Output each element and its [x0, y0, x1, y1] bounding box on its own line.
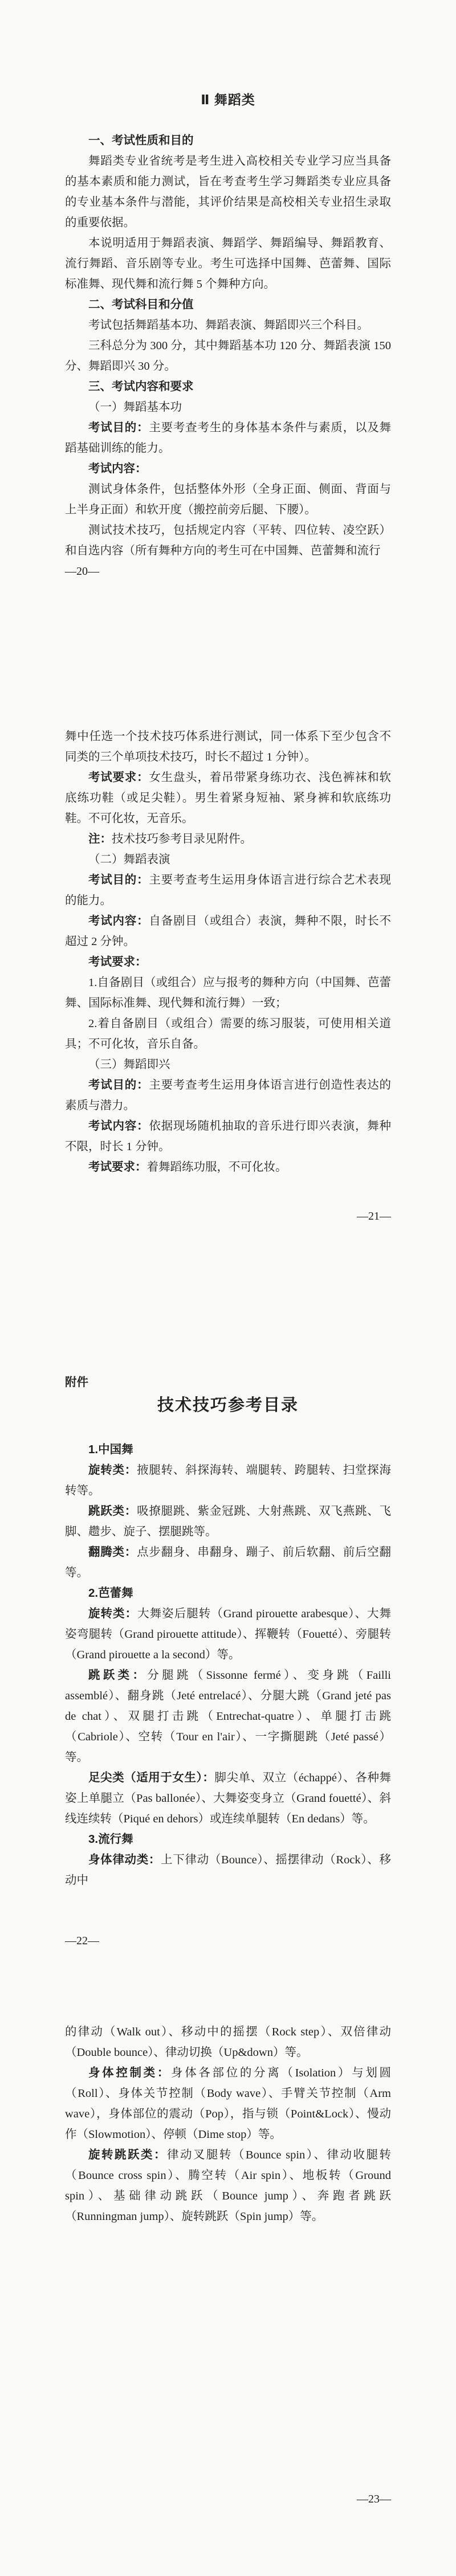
- label-exam-requirements: 考试要求：: [88, 955, 147, 968]
- para-skill-test-continued: 舞中任选一个技术技巧体系进行测试，同一体系下至少包含不同类的三个单项技术技巧，时长不超过 1 分钟）。: [65, 730, 391, 763]
- page-number-21: —21—: [357, 1210, 391, 1222]
- para-cn-spins: [65, 1460, 391, 1501]
- heading-pop-dance: 3.流行舞: [88, 1833, 133, 1846]
- para-cn-flips: [65, 1542, 391, 1583]
- label-exam-content: 考试内容：: [88, 1119, 149, 1132]
- heading-content-requirements: 三、考试内容和要求: [88, 380, 194, 393]
- text-improv-requirements: 着舞蹈练功服，不可化妆。: [146, 1161, 287, 1173]
- para-basic-purpose: [65, 418, 391, 459]
- text-cn-jumps: 吸撩腿跳、紫金冠跳、大射燕跳、双飞燕跳、飞脚、趱步、旋子、摆腿跳等。: [65, 1505, 392, 1538]
- label-exam-purpose: 考试目的：: [88, 873, 149, 886]
- subheading-dance-performance: （二）舞蹈表演: [88, 853, 170, 866]
- text-performance-purpose: 主要考查考生运用身体语言进行综合艺术表现的能力。: [65, 874, 392, 907]
- text-cn-flips: 点步翻身、串翻身、蹦子、前后软翻、前后空翻等。: [65, 1546, 392, 1579]
- heading-chinese-dance: 1.中国舞: [88, 1443, 133, 1456]
- para-ballet-pointe: [65, 1768, 391, 1829]
- document-section-title: Ⅱ 舞蹈类: [201, 92, 255, 107]
- catalog-title: 技术技巧参考目录: [157, 1396, 299, 1414]
- para-requirement-item-1: 1.自备剧目（或组合）应与报考的舞种方向（中国舞、芭蕾舞、国际标准舞、现代舞和流行舞）一致；: [65, 976, 391, 1009]
- label-note: 注：: [88, 832, 112, 845]
- heading-ballet: 2.芭蕾舞: [88, 1587, 133, 1600]
- label-body-control-category: 身体控制类：: [88, 2066, 172, 2079]
- para-performance-req-label: [65, 952, 391, 972]
- para-pop-groove: [65, 1850, 391, 1891]
- label-exam-requirements: 考试要求：: [88, 771, 149, 784]
- para-improv-content: [65, 1116, 391, 1157]
- para-overview-2: 本说明适用于舞蹈表演、舞蹈学、舞蹈编导、舞蹈教育、流行舞蹈、音乐剧等专业。考生可选择中国舞、芭蕾舞、国际标准舞、现代舞和流行舞 5 个舞种方向。: [65, 237, 391, 291]
- attachment-label: 附件: [65, 1376, 88, 1389]
- para-ballet-jumps: [65, 1665, 391, 1768]
- label-exam-purpose: 考试目的：: [88, 1078, 149, 1091]
- label-exam-content: 考试内容：: [88, 914, 149, 927]
- text-cn-spins: 掖腿转、斜探海转、端腿转、跨腿转、扫堂探海转等。: [65, 1464, 392, 1497]
- text-ballet-pointe: 脚尖单、双立（échappé）、各种舞姿上单腿立（Pas ballonée）、大舞姿变身立（Grand fouetté）、斜线连续转（Piqué en dehors）或连续单腿转（En dedans）等。: [65, 1772, 392, 1825]
- label-exam-requirements: 考试要求：: [88, 1160, 147, 1173]
- text-exam-purpose: 主要考查考生的身体基本条件与素质，以及舞蹈基础训练的能力。: [65, 422, 392, 455]
- text-exam-requirements: 女生盘头，着吊带紧身练功衣、浅色裤袜和软底练功鞋（或足尖鞋）。男生着紧身短袖、紧身裤和软底练功鞋。不可化妆，无音乐。: [65, 771, 392, 825]
- para-improv-requirements: [65, 1157, 391, 1177]
- label-jump-category: 跳跃类：: [88, 1669, 148, 1682]
- para-requirement-item-2: 2.着自备剧目（或组合）需要的练习服装，可使用相关道具；不可化妆，音乐自备。: [65, 1017, 391, 1050]
- text-performance-content: 自备剧目（或组合）表演，舞种不限，时长不超过 2 分钟。: [65, 915, 392, 948]
- label-exam-content: 考试内容：: [88, 462, 147, 475]
- para-improv-purpose: [65, 1075, 391, 1116]
- para-cn-jumps: [65, 1501, 391, 1542]
- para-note: [65, 829, 391, 849]
- page-20: [0, 0, 456, 655]
- label-spin-category: 旋转类：: [88, 1607, 138, 1620]
- para-scores: 三科总分为 300 分，其中舞蹈基本功 120 分、舞蹈表演 150 分、舞蹈即兴 30 分。: [65, 340, 391, 373]
- page-23: [0, 1945, 456, 2576]
- page-number-20: —20—: [65, 565, 99, 578]
- page-22: [0, 1299, 456, 1945]
- label-pointe-category: 足尖类（适用于女生）：: [88, 1771, 215, 1784]
- para-pop-spin-jump: [65, 2145, 391, 2227]
- label-spin-category: 旋转类：: [88, 1463, 137, 1477]
- para-pop-control: [65, 2063, 391, 2145]
- page-number-22: —22—: [65, 1935, 99, 1945]
- label-groove-category: 身体律动类：: [88, 1853, 161, 1866]
- label-jump-category: 跳跃类：: [88, 1504, 137, 1518]
- text-ballet-spins: 大舞姿后腿转（Grand pirouette arabesque）、大舞姿弯腿转（Grand pirouette attitude）、挥鞭转（Fouetté）、旁腿转（Grand pirouette a la second）等。: [65, 1608, 391, 1661]
- para-ballet-spins: [65, 1604, 391, 1665]
- para-performance-content: [65, 911, 391, 952]
- text-pop-control: 身体各部位的分离（Isolation）与划圆（Roll）、身体关节控制（Body wave）、手臂关节控制（Arm wave），身体部位的震动（Pop），指与锁（Point&Lock）、慢动作（Slowmotion）、停顿（Dime stop）等。: [65, 2067, 391, 2141]
- para-performance-purpose: [65, 870, 391, 911]
- heading-exam-nature: 一、考试性质和目的: [88, 134, 194, 147]
- label-spin-jump-category: 旋转跳跃类：: [88, 2148, 167, 2161]
- subheading-dance-improvisation: （三）舞蹈即兴: [88, 1058, 170, 1071]
- para-basic-requirements: [65, 767, 391, 829]
- para-overview-1: 舞蹈类专业省统考是考生进入高校相关专业学习应当具备的基本素质和能力测试，旨在考查考生学习舞蹈类专业应具备的专业基本条件与潜能，其评价结果是高校相关专业招生录取的重要依据。: [65, 155, 391, 229]
- subheading-basic-skills: （一）舞蹈基本功: [88, 401, 182, 414]
- para-subjects: 考试包括舞蹈基本功、舞蹈表演、舞蹈即兴三个科目。: [88, 319, 369, 332]
- heading-subjects-scores: 二、考试科目和分值: [88, 298, 194, 311]
- label-exam-purpose: 考试目的：: [88, 421, 149, 434]
- para-skill-test: 测试技术技巧，包括规定内容（平转、四位转、凌空跃）和自选内容（所有舞种方向的考生可在中国舞、芭蕾舞和流行: [65, 524, 391, 557]
- text-improv-purpose: 主要考查考生运用身体语言进行创造性表达的素质与潜力。: [65, 1079, 392, 1112]
- page-21: [0, 655, 456, 1299]
- label-flip-category: 翻腾类：: [88, 1545, 137, 1559]
- text-improv-content: 依据现场随机抽取的音乐进行即兴表演，舞种不限，时长 1 分钟。: [65, 1120, 392, 1153]
- para-body-condition-test: 测试身体条件，包括整体外形（全身正面、侧面、背面与上半身正面）和软开度（搬控前旁后腿、下腰）。: [65, 483, 391, 516]
- text-note: 技术技巧参考目录见附件。: [112, 833, 252, 845]
- text-ballet-jumps: 分腿跳（Sissonne fermé）、变身跳（Failli assemblé）、翻身跳（Jeté entrelacé）、分腿大跳（Grand jeté pas de chat）、双腿打击跳（Entrechat-quatre）、单腿打击跳（Cabriole）、空转（Tour en l'air）、一字撕腿跳（Jeté passé）等。: [65, 1669, 392, 1764]
- text-pop-spin-jump: 律动叉腿转（Bounce spin）、律动收腿转（Bounce cross spin）、腾空转（Air spin）、地板转（Ground spin）、基础律动跳跃（Bounce jump）、奔跑者跳跃（Runningman jump）、旋转跳跃（Spin jump）等。: [65, 2149, 392, 2223]
- page-number-23: —23—: [357, 2493, 391, 2505]
- para-pop-groove-continued: 的律动（Walk out）、移动中的摇摆（Rock step）、双倍律动（Double bounce）、律动切换（Up&down）等。: [65, 2026, 391, 2059]
- para-basic-content-label: [65, 459, 391, 479]
- text-pop-groove: 上下律动（Bounce）、摇摆律动（Rock）、移动中: [65, 1854, 391, 1887]
